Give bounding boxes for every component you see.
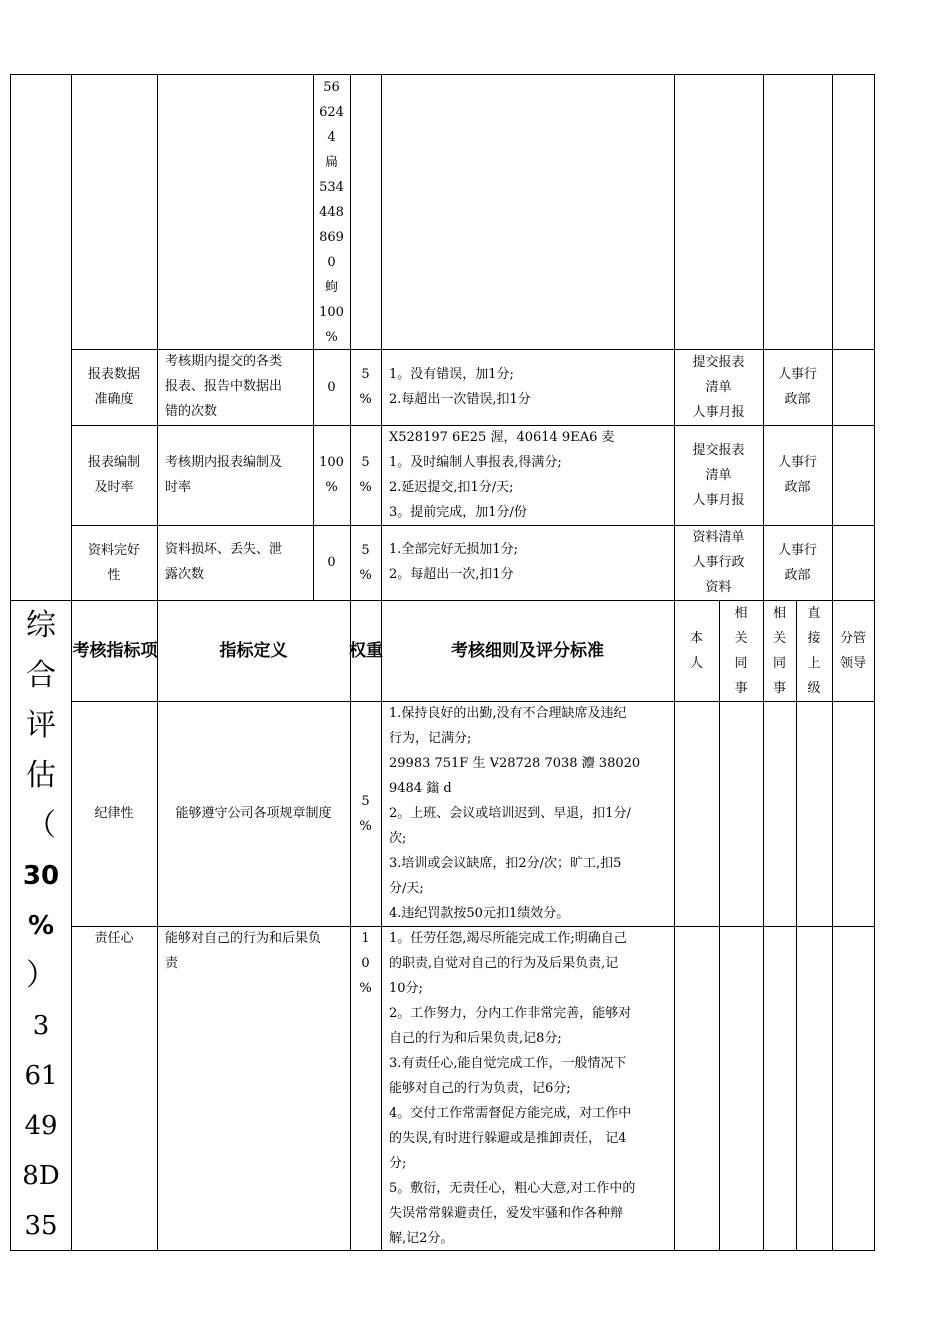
header-criteria: 考核细则及评分标准 bbox=[451, 640, 604, 661]
source-report-timeliness: 提交报表 清单 人事月报 bbox=[692, 442, 745, 508]
item-discipline: 纪律性 bbox=[94, 806, 134, 821]
header-definition: 指标定义 bbox=[219, 640, 288, 661]
header-self: 本 人 bbox=[689, 631, 703, 671]
source-report-accuracy: 提交报表 清单 人事月报 bbox=[692, 354, 745, 420]
definition-document-integrity: 资料损坏、丢失、泄 露次数 bbox=[165, 542, 283, 582]
dept-report-accuracy: 人事行 政部 bbox=[777, 367, 817, 407]
definition-report-accuracy: 考核期内提交的各类 报表、报告中数据出 错的次数 bbox=[165, 354, 283, 419]
header-leader: 分管 领导 bbox=[839, 631, 866, 671]
weight-report-timeliness: 5 % bbox=[359, 455, 372, 495]
definition-discipline: 能够遵守公司各项规章制度 bbox=[175, 806, 332, 821]
header-peer-1: 相 关 同 事 bbox=[734, 606, 748, 696]
header-peer-2: 相 关 同 事 bbox=[772, 606, 786, 696]
weight-discipline: 5 % bbox=[359, 793, 372, 834]
target-report-accuracy: 0 bbox=[327, 379, 336, 395]
definition-report-timeliness: 考核期内报表编制及 时率 bbox=[165, 455, 283, 495]
criteria-report-accuracy: 1。没有错误，加1分; 2.每超出一次错误,扣1分 bbox=[389, 367, 531, 407]
header-superior: 直 接 上 级 bbox=[807, 606, 821, 696]
dept-report-timeliness: 人事行 政部 bbox=[777, 455, 817, 495]
definition-responsibility: 能够对自己的行为和后果负 责 bbox=[165, 931, 322, 971]
weight-report-accuracy: 5 % bbox=[359, 367, 372, 407]
criteria-responsibility: 1。任劳任怨,竭尽所能完成工作;明确自己 的职责,自觉对自己的行为及后果负责,记 10分; 2。工作努力，分内工作非常完善，能够对 自己的行为和后果负责,记8分; 3.有责任心,能自觉完成工作，一般情况下 能够对自己的行为负责，记6分; 4。交付工作常需督促方能完成，对工作中 的失误,有时进行躲避或是推卸责任， 记4 分; 5。敷衍，无责任心，粗心大意,对工作中的 失误常常躲避责任，爱发牢骚和作各种辩 解,记2分。 bbox=[389, 931, 636, 1246]
weight-responsibility: 1 0 % bbox=[359, 931, 372, 996]
source-document-integrity: 资料清单 人事行政 资料 bbox=[692, 530, 745, 595]
target-document-integrity: 0 bbox=[327, 555, 336, 570]
dept-document-integrity: 人事行 政部 bbox=[777, 542, 817, 583]
table-border-top bbox=[10, 74, 875, 75]
target-report-timeliness: 100 % bbox=[319, 455, 344, 495]
header-item: 考核指标项 bbox=[72, 640, 158, 661]
item-report-timeliness: 报表编制 及时率 bbox=[87, 455, 140, 495]
item-report-accuracy: 报表数据 准确度 bbox=[87, 367, 140, 407]
item-document-integrity: 资料完好 性 bbox=[87, 542, 140, 583]
criteria-report-timeliness: X528197 6E25 渥，40614 9EA6 麦 1。及时编制人事报表,得满分; 2.延迟提交,扣1分/天; 3。提前完成，加1分/份 bbox=[389, 430, 615, 520]
weight-document-integrity: 5 % bbox=[359, 542, 372, 583]
item-responsibility: 责任心 bbox=[94, 931, 134, 946]
section-side-label: 综 合 评 估 （ 30 % ） 3 61 49 8D 35 bbox=[22, 608, 60, 1241]
weight-fragment-cell: 56 624 4 扁 534 448 869 0 蚼 100 % bbox=[319, 80, 344, 345]
criteria-document-integrity: 1.全部完好无损加1分; 2。每超出一次,扣1分 bbox=[389, 542, 519, 582]
criteria-discipline: 1.保持良好的出勤,没有不合理缺席及违纪 行为，记满分; 29983 751F 生 V̵28728 7038 灋 38020 9484 鎓 d 2。上班、会议或培训迟到、早退，扣1分/ 次; 3.培训或会议缺席，扣2分/次；旷工,扣5 分/天; 4.违纪罚款按50元扣1绩效分。 bbox=[389, 706, 641, 921]
header-weight: 权重 bbox=[349, 640, 383, 661]
table-border-right bbox=[874, 74, 875, 1251]
